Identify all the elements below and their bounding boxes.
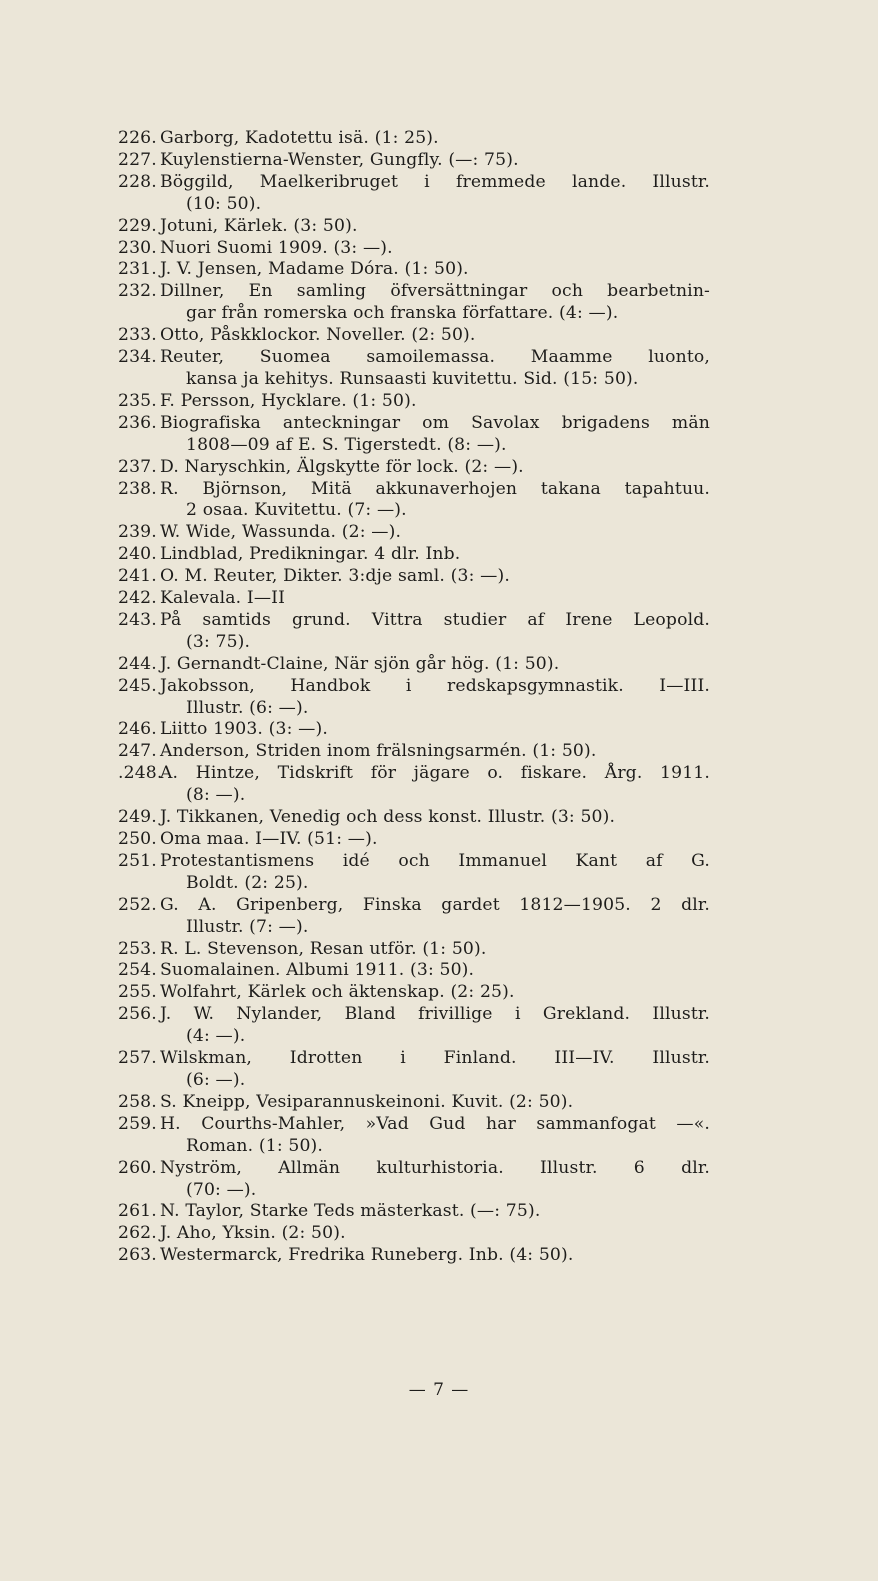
entry-text: Jotuni, Kärlek. (3: 50). [160, 215, 358, 236]
entry-number: 233. [118, 325, 157, 346]
catalog-entry [0, 851, 878, 895]
entry-text-continuation: Illustr. (7: —). [186, 916, 309, 937]
entry-number: 230. [118, 237, 157, 258]
entry-text: Nyström, Allmän kulturhistoria. Illustr. 6 dlr. [160, 1157, 710, 1178]
entry-number: 227. [118, 149, 157, 170]
entry-text: Kuylenstierna-Wenster, Gungfly. (—: 75). [160, 149, 519, 170]
entry-text: J. W. Nylander, Bland frivillige i Grekland. Illustr. [160, 1004, 710, 1025]
entry-number: 254. [118, 960, 157, 981]
entry-text: Protestantismens idé och Immanuel Kant af G. [160, 850, 710, 871]
entry-text: S. Kneipp, Vesiparannuskeinoni. Kuvit. (2: 50). [160, 1091, 574, 1112]
entry-text: Nuori Suomi 1909. (3: —). [160, 237, 393, 258]
entry-text: Anderson, Striden inom frälsningsarmén. (1: 50). [160, 741, 597, 762]
catalog-entry [0, 216, 878, 238]
entry-text: W. Wide, Wassunda. (2: —). [160, 522, 402, 543]
catalog-entry [0, 807, 878, 829]
entry-text: Otto, Påskklockor. Noveller. (2: 50). [160, 325, 476, 346]
entry-number: 231. [118, 259, 157, 280]
entry-text: J. V. Jensen, Madame Dóra. (1: 50). [160, 259, 469, 280]
entry-text-continuation: gar från romerska och franska författare. (4: —). [186, 303, 619, 324]
entry-text: J. Tikkanen, Venedig och dess konst. Illustr. (3: 50). [160, 807, 616, 828]
catalog-entry [0, 522, 878, 544]
entry-number: .248. [118, 763, 163, 784]
catalog-entry [0, 676, 878, 720]
entry-number: 253. [118, 938, 157, 959]
entry-number: 258. [118, 1091, 157, 1112]
catalog-entry [0, 1245, 878, 1267]
entry-number: 259. [118, 1113, 157, 1134]
entry-text: N. Taylor, Starke Teds mästerkast. (—: 75). [160, 1201, 541, 1222]
entry-number: 249. [118, 807, 157, 828]
entry-number: 250. [118, 829, 157, 849]
entry-number: 236. [118, 412, 157, 433]
entry-number: 257. [118, 1048, 157, 1069]
entry-number: 260. [118, 1157, 157, 1178]
entry-text-continuation: 1808—09 af E. S. Tigerstedt. (8: —). [186, 434, 507, 455]
entry-text: Wilskman, Idrotten i Finland. III—IV. Illustr. [160, 1048, 710, 1069]
entry-number: 242. [118, 588, 157, 609]
entry-text: H. Courths-Mahler, »Vad Gud har sammanfogat —«. [160, 1113, 710, 1134]
entry-text: Biografiska anteckningar om Savolax brigadens män [160, 412, 710, 433]
catalog-entry [0, 741, 878, 763]
entry-text: Reuter, Suomea samoilemassa. Maamme luonto, [160, 347, 710, 368]
entry-text: Westermarck, Fredrika Runeberg. Inb. (4: 50). [160, 1245, 574, 1266]
entry-text: F. Persson, Hycklare. (1: 50). [160, 390, 417, 411]
entry-text-continuation: 2 osaa. Kuvitettu. (7: —). [186, 500, 407, 521]
catalog-entry [0, 128, 878, 150]
entry-number: 237. [118, 456, 157, 477]
catalog-entry [0, 960, 878, 982]
entry-text: Böggild, Maelkeribruget i fremmede lande. Illustr. [160, 171, 710, 192]
entry-number: 235. [118, 390, 157, 411]
entry-text-continuation: (8: —). [186, 785, 246, 806]
catalog-entry [0, 719, 878, 741]
entry-text: Dillner, En samling öfversättningar och bearbetnin- [160, 281, 710, 302]
entry-number: 238. [118, 478, 157, 499]
entry-text-continuation: (70: —). [186, 1179, 257, 1200]
entry-text: Kalevala. I—II [160, 588, 286, 609]
entry-text: R. Björnson, Mitä akkunaverhojen takana tapahtuu. [160, 478, 710, 499]
entry-number: 234. [118, 347, 157, 368]
entry-text-continuation: kansa ja kehitys. Runsaasti kuvitettu. Sid. (15: 50). [186, 368, 639, 389]
entry-number: 226. [118, 128, 157, 148]
entry-number: 245. [118, 675, 157, 696]
entry-text: Wolfahrt, Kärlek och äktenskap. (2: 25). [160, 982, 515, 1003]
catalog-entry [0, 566, 878, 588]
entry-number: 255. [118, 982, 157, 1003]
catalog-entry [0, 610, 878, 654]
entry-number: 252. [118, 894, 157, 915]
catalog-entry [0, 281, 878, 325]
catalog-entry [0, 1201, 878, 1223]
entry-text: Lindblad, Predikningar. 4 dlr. Inb. [160, 544, 461, 565]
entry-text-continuation: Illustr. (6: —). [186, 697, 309, 718]
catalog-entry [0, 829, 878, 851]
catalog-entry [0, 1092, 878, 1114]
catalog-entry [0, 939, 878, 961]
entry-text: Jakobsson, Handbok i redskapsgymnastik. I—III. [160, 675, 710, 696]
entry-number: 228. [118, 171, 157, 192]
catalog-entry [0, 982, 878, 1004]
catalog-entry [0, 1114, 878, 1158]
catalog-entry [0, 763, 878, 807]
entry-text: Suomalainen. Albumi 1911. (3: 50). [160, 960, 475, 981]
catalog-entry [0, 413, 878, 457]
catalog-entry [0, 325, 878, 347]
entry-number: 229. [118, 215, 157, 236]
page-number: — 7 — [408, 1380, 470, 1400]
entry-text: Garborg, Kadotettu isä. (1: 25). [160, 128, 439, 148]
entry-number: 263. [118, 1245, 157, 1266]
catalog-entry [0, 588, 878, 610]
entry-text: Oma maa. I—IV. (51: —). [160, 829, 378, 849]
entry-text: A. Hintze, Tidskrift för jägare o. fiskare. Årg. 1911. [160, 763, 710, 784]
catalog-entry [0, 391, 878, 413]
entry-number: 241. [118, 566, 157, 587]
catalog-entry [0, 172, 878, 216]
entry-text: Liitto 1903. (3: —). [160, 719, 328, 740]
catalog-entry [0, 347, 878, 391]
entry-number: 240. [118, 544, 157, 565]
entry-text: O. M. Reuter, Dikter. 3:dje saml. (3: —). [160, 566, 510, 587]
entry-text: J. Gernandt-Claine, När sjön går hög. (1: 50). [160, 653, 560, 674]
entry-text-continuation: Roman. (1: 50). [186, 1135, 324, 1156]
entry-text-continuation: (3: 75). [186, 631, 251, 652]
entry-number: 239. [118, 522, 157, 543]
catalog-entry [0, 479, 878, 523]
entry-number: 243. [118, 609, 157, 630]
entry-text: På samtids grund. Vittra studier af Irene Leopold. [160, 609, 710, 630]
catalog-entry [0, 895, 878, 939]
entry-text-continuation: (4: —). [186, 1026, 246, 1047]
entry-number: 261. [118, 1201, 157, 1222]
catalog-entry [0, 1048, 878, 1092]
entry-number: 262. [118, 1223, 157, 1244]
catalog-entry [0, 654, 878, 676]
catalog-entry [0, 1158, 878, 1202]
catalog-entry [0, 238, 878, 260]
catalog-entry [0, 544, 878, 566]
entry-text: D. Naryschkin, Älgskytte för lock. (2: —). [160, 456, 524, 477]
catalog-entry [0, 150, 878, 172]
entry-text: J. Aho, Yksin. (2: 50). [160, 1223, 346, 1244]
entry-number: 256. [118, 1004, 157, 1025]
entry-text-continuation: Boldt. (2: 25). [186, 872, 309, 893]
entry-number: 232. [118, 281, 157, 302]
catalog-entry [0, 1004, 878, 1048]
entry-number: 247. [118, 741, 157, 762]
entry-number: 246. [118, 719, 157, 740]
entry-number: 244. [118, 653, 157, 674]
entry-text: R. L. Stevenson, Resan utför. (1: 50). [160, 938, 487, 959]
catalog-entry-list [0, 128, 878, 1267]
catalog-entry [0, 457, 878, 479]
entry-number: 251. [118, 850, 157, 871]
entry-text-continuation: (6: —). [186, 1069, 246, 1090]
entry-text-continuation: (10: 50). [186, 193, 262, 214]
entry-text: G. A. Gripenberg, Finska gardet 1812—1905. 2 dlr. [160, 894, 710, 915]
catalog-entry [0, 1223, 878, 1245]
catalog-entry [0, 259, 878, 281]
